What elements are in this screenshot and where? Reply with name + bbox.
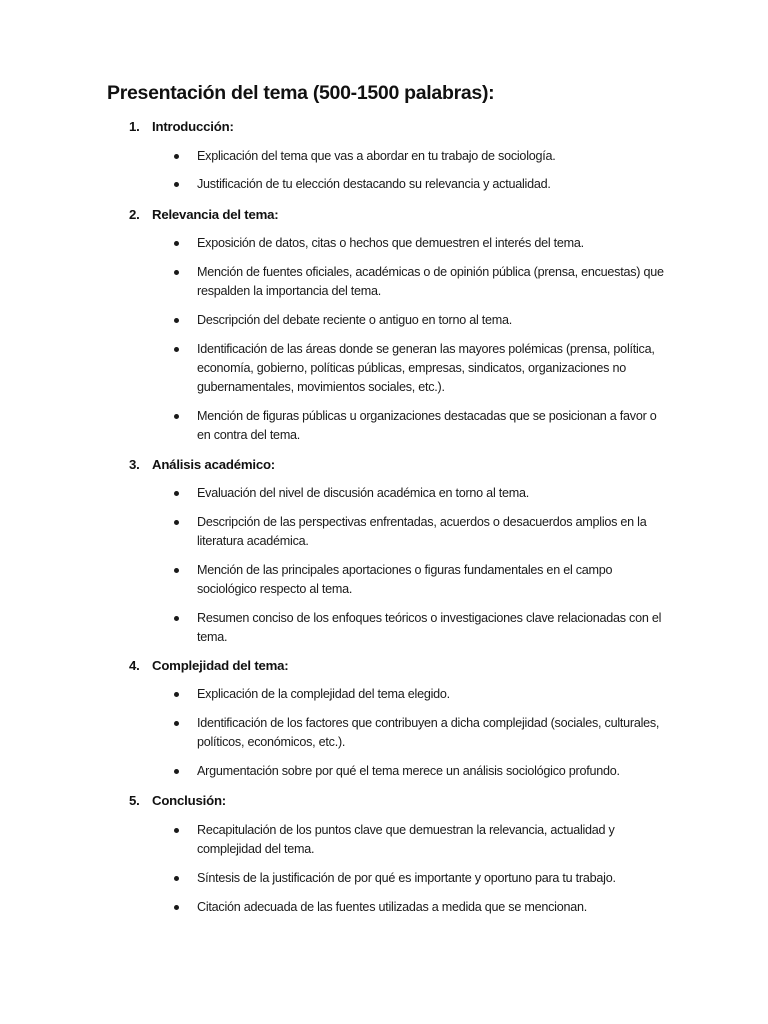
section-heading-relevancia: [129, 205, 278, 224]
list-item-text: Síntesis de la justificación de por qué es importante y oportuno para tu trabajo.: [197, 871, 616, 885]
bullet-icon: [174, 876, 179, 881]
list-item-text: Recapitulación de los puntos clave que demuestran la relevancia, actualidad y complejidad del tema.: [197, 823, 615, 856]
bullet-icon: [174, 491, 179, 496]
list-item-text: Identificación de las áreas donde se generan las mayores polémicas (prensa, política, economía, gobierno, políticas públicas, empresas, sindicatos, organizaciones no gubernamentales, movimientos sociales, etc.).: [197, 342, 655, 394]
page-title: Presentación del tema (500-1500 palabras):: [107, 82, 495, 104]
section-title: Introducción:: [152, 119, 234, 134]
section-number: 2.: [129, 207, 140, 222]
bullet-icon: [174, 568, 179, 573]
list-item-text: Resumen conciso de los enfoques teóricos o investigaciones clave relacionadas con el tema.: [197, 611, 662, 644]
section-title: Análisis académico:: [152, 457, 276, 472]
bullet-icon: [174, 182, 179, 187]
list-item-text: Citación adecuada de las fuentes utilizadas a medida que se mencionan.: [197, 900, 587, 914]
bullet-icon: [174, 414, 179, 419]
list-item-text: Mención de las principales aportaciones o figuras fundamentales en el campo sociológico respecto al tema.: [197, 563, 613, 596]
list-item-text: Exposición de datos, citas o hechos que demuestren el interés del tema.: [197, 236, 584, 250]
bullet-icon: [174, 347, 179, 352]
section-number: 4.: [129, 658, 140, 673]
bullet-icon: [174, 828, 179, 833]
list-item-text: Explicación de la complejidad del tema elegido.: [197, 687, 450, 701]
section-number: 5.: [129, 793, 140, 808]
list-item-text: Explicación del tema que vas a abordar en tu trabajo de sociología.: [197, 149, 556, 163]
bullet-icon: [174, 241, 179, 246]
bullet-icon: [174, 721, 179, 726]
section-number: 1.: [129, 119, 140, 134]
list-item-text: Justificación de tu elección destacando su relevancia y actualidad.: [197, 177, 551, 191]
bullet-icon: [174, 520, 179, 525]
list-item-text: Descripción de las perspectivas enfrentadas, acuerdos o desacuerdos amplios en la literatura académica.: [197, 515, 647, 548]
bullet-icon: [174, 905, 179, 910]
list-item-text: Evaluación del nivel de discusión académica en torno al tema.: [197, 486, 529, 500]
bullet-icon: [174, 154, 179, 159]
bullet-icon: [174, 692, 179, 697]
section-heading-introduccion: [129, 117, 234, 136]
section-heading-conclusion: [129, 791, 226, 810]
bullet-icon: [174, 318, 179, 323]
section-heading-analisis: [129, 455, 275, 474]
bullet-icon: [174, 616, 179, 621]
section-title: Complejidad del tema:: [152, 658, 289, 673]
list-item-text: Argumentación sobre por qué el tema merece un análisis sociológico profundo.: [197, 764, 620, 778]
section-number: 3.: [129, 457, 140, 472]
section-heading-complejidad: [129, 656, 289, 675]
section-title: Relevancia del tema:: [152, 207, 279, 222]
bullet-icon: [174, 270, 179, 275]
section-title: Conclusión:: [152, 793, 226, 808]
bullet-icon: [174, 769, 179, 774]
list-item-text: Descripción del debate reciente o antiguo en torno al tema.: [197, 313, 512, 327]
list-item-text: Mención de fuentes oficiales, académicas o de opinión pública (prensa, encuestas) que respalden la importancia del tema.: [197, 265, 664, 298]
list-item-text: Mención de figuras públicas u organizaciones destacadas que se posicionan a favor o en contra del tema.: [197, 409, 657, 442]
list-item-text: Identificación de los factores que contribuyen a dicha complejidad (sociales, culturales, políticos, económicos, etc.).: [197, 716, 660, 749]
